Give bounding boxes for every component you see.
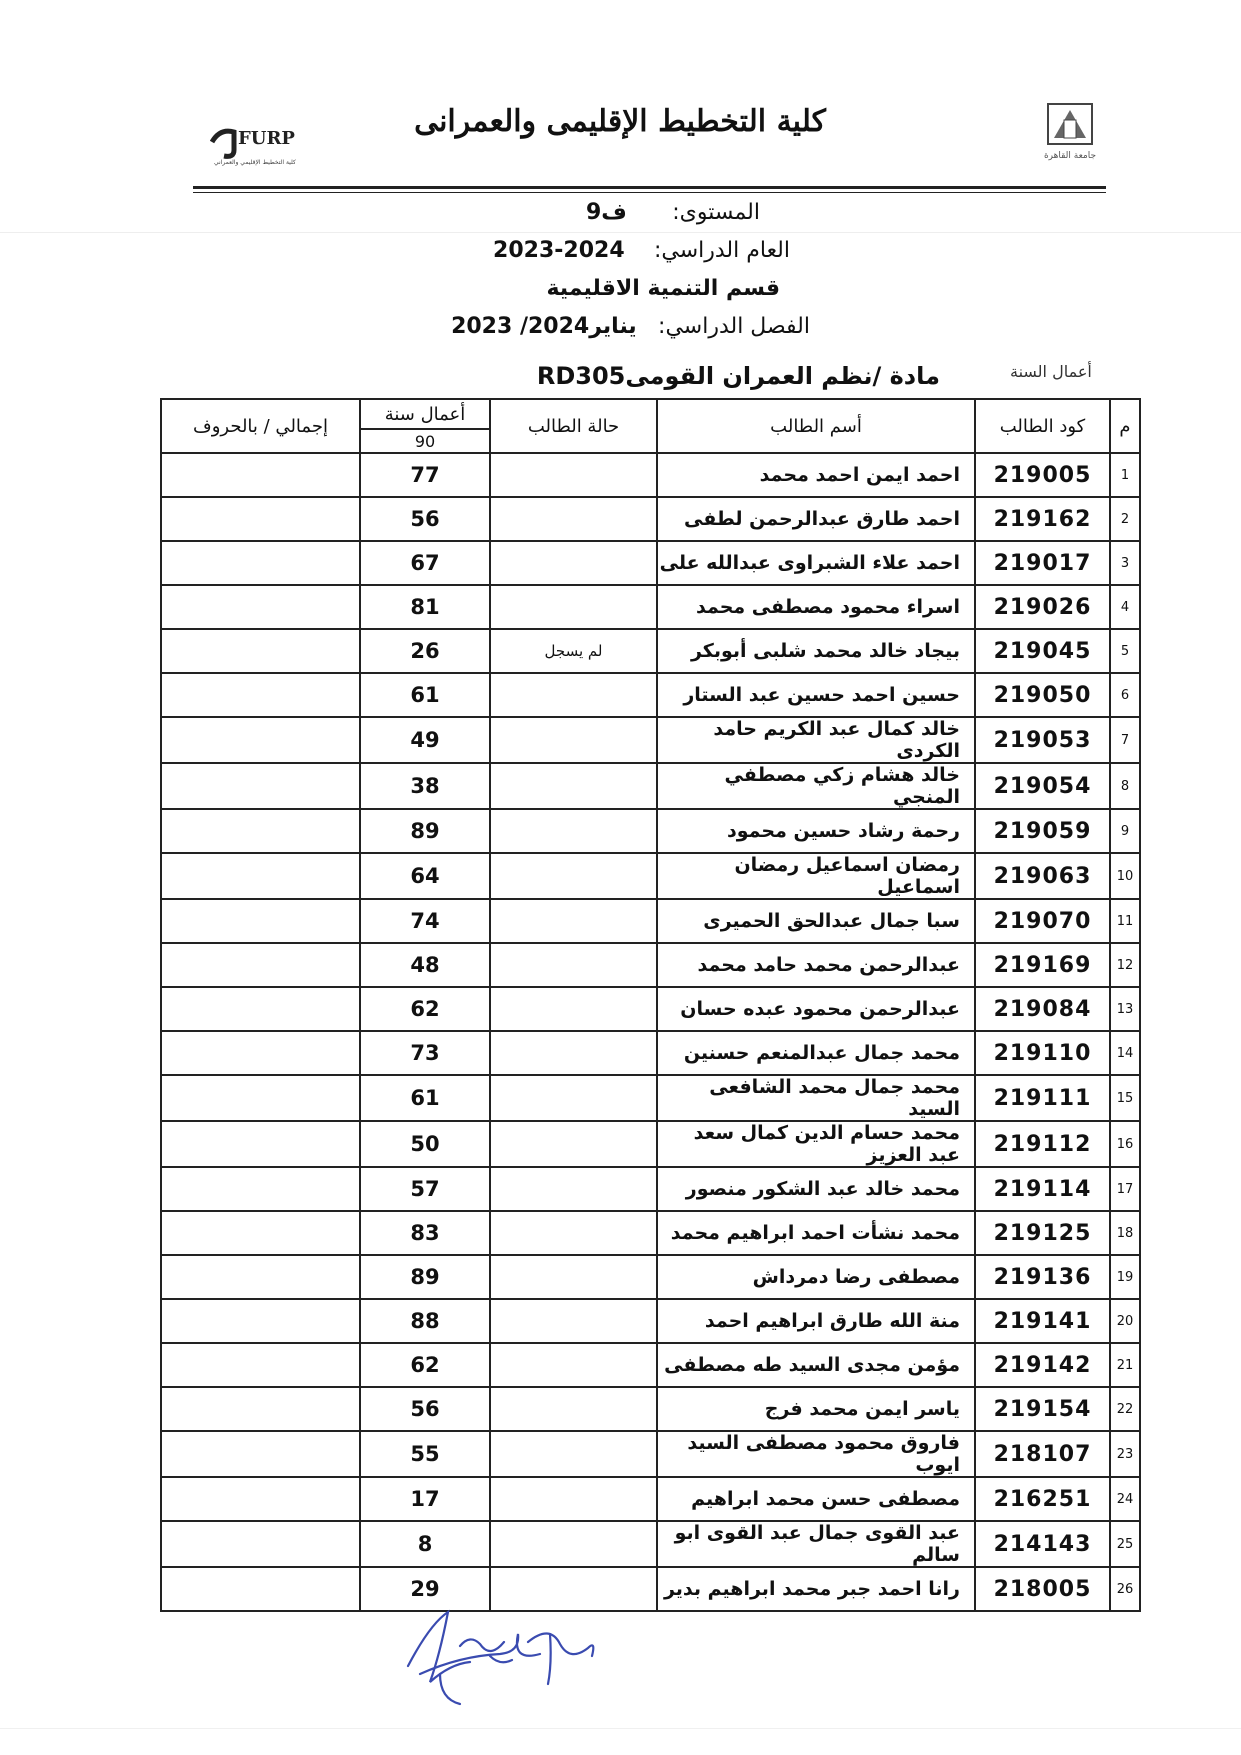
student-code: 219142 bbox=[975, 1343, 1110, 1387]
row-index: 3 bbox=[1110, 541, 1140, 585]
total-in-words bbox=[161, 453, 360, 497]
table-row bbox=[161, 809, 1140, 853]
total-in-words bbox=[161, 1031, 360, 1075]
table-row bbox=[161, 541, 1140, 585]
grades-table-body bbox=[161, 453, 1140, 1611]
year-work-score: 17 bbox=[360, 1477, 490, 1521]
student-name: مؤمن مجدى السيد طه مصطفى bbox=[657, 1343, 975, 1387]
student-code: 218005 bbox=[975, 1567, 1110, 1611]
student-code: 219110 bbox=[975, 1031, 1110, 1075]
student-code: 219084 bbox=[975, 987, 1110, 1031]
student-name: احمد ايمن احمد محمد bbox=[657, 453, 975, 497]
student-code: 219026 bbox=[975, 585, 1110, 629]
year-work-score: 55 bbox=[360, 1431, 490, 1477]
total-in-words bbox=[161, 1121, 360, 1167]
student-code: 219059 bbox=[975, 809, 1110, 853]
student-status bbox=[490, 1343, 657, 1387]
year-work-score: 89 bbox=[360, 1255, 490, 1299]
student-status bbox=[490, 899, 657, 943]
student-code: 219112 bbox=[975, 1121, 1110, 1167]
student-name: احمد طارق عبدالرحمن لطفى bbox=[657, 497, 975, 541]
student-status bbox=[490, 585, 657, 629]
student-name: بيجاد خالد محمد شلبى أبوبكر bbox=[657, 629, 975, 673]
student-name: محمد حسام الدين كمال سعد عبد العزيز bbox=[657, 1121, 975, 1167]
student-status bbox=[490, 1521, 657, 1567]
student-name: رمضان اسماعيل رمضان اسماعيل bbox=[657, 853, 975, 899]
total-in-words bbox=[161, 1521, 360, 1567]
total-in-words bbox=[161, 809, 360, 853]
student-name: محمد جمال عبدالمنعم حسنين bbox=[657, 1031, 975, 1075]
student-name: منة الله طارق ابراهيم احمد bbox=[657, 1299, 975, 1343]
student-status bbox=[490, 1477, 657, 1521]
table-row bbox=[161, 1121, 1140, 1167]
header-student-status: حالة الطالب bbox=[490, 399, 657, 453]
row-index: 25 bbox=[1110, 1521, 1140, 1567]
student-status bbox=[490, 1255, 657, 1299]
scan-line-bottom bbox=[0, 1728, 1241, 1729]
table-row bbox=[161, 453, 1140, 497]
student-status bbox=[490, 1121, 657, 1167]
student-code: 219162 bbox=[975, 497, 1110, 541]
table-row bbox=[161, 1477, 1140, 1521]
total-in-words bbox=[161, 1431, 360, 1477]
total-in-words bbox=[161, 1477, 360, 1521]
year-work-score: 61 bbox=[360, 673, 490, 717]
student-status bbox=[490, 717, 657, 763]
table-row bbox=[161, 1387, 1140, 1431]
total-in-words bbox=[161, 943, 360, 987]
student-code: 218107 bbox=[975, 1431, 1110, 1477]
student-code: 219070 bbox=[975, 899, 1110, 943]
table-row bbox=[161, 673, 1140, 717]
student-status bbox=[490, 673, 657, 717]
row-index: 17 bbox=[1110, 1167, 1140, 1211]
total-in-words bbox=[161, 541, 360, 585]
term-value: يناير2024/ 2023 bbox=[451, 314, 637, 339]
department-name: قسم التنمية الاقليمية bbox=[546, 276, 780, 301]
table-row bbox=[161, 1431, 1140, 1477]
total-in-words bbox=[161, 585, 360, 629]
svg-text:كلية التخطيط الإقليمي والعمران: كلية التخطيط الإقليمي والعمراني bbox=[214, 159, 296, 166]
student-name: خالد هشام زكي مصطفي المنجي bbox=[657, 763, 975, 809]
row-index: 21 bbox=[1110, 1343, 1140, 1387]
svg-text:FURP: FURP bbox=[238, 128, 295, 149]
table-row bbox=[161, 1299, 1140, 1343]
total-in-words bbox=[161, 1075, 360, 1121]
student-code: 219154 bbox=[975, 1387, 1110, 1431]
student-name: مصطفى حسن محمد ابراهيم bbox=[657, 1477, 975, 1521]
row-index: 8 bbox=[1110, 763, 1140, 809]
student-status bbox=[490, 1387, 657, 1431]
signature bbox=[400, 1604, 630, 1714]
total-in-words bbox=[161, 497, 360, 541]
total-in-words bbox=[161, 1299, 360, 1343]
table-row bbox=[161, 899, 1140, 943]
row-index: 13 bbox=[1110, 987, 1140, 1031]
table-row bbox=[161, 1031, 1140, 1075]
year-work-score: 62 bbox=[360, 987, 490, 1031]
student-code: 219050 bbox=[975, 673, 1110, 717]
term-row bbox=[451, 314, 810, 339]
header-year-work: أعمال سنة bbox=[360, 399, 490, 429]
student-name: حسين احمد حسين عبد الستار bbox=[657, 673, 975, 717]
total-in-words bbox=[161, 1387, 360, 1431]
year-work-score: 62 bbox=[360, 1343, 490, 1387]
row-index: 7 bbox=[1110, 717, 1140, 763]
student-code: 219111 bbox=[975, 1075, 1110, 1121]
student-code: 219053 bbox=[975, 717, 1110, 763]
table-header-row bbox=[161, 399, 1140, 429]
row-index: 1 bbox=[1110, 453, 1140, 497]
total-in-words bbox=[161, 853, 360, 899]
table-row bbox=[161, 943, 1140, 987]
row-index: 26 bbox=[1110, 1567, 1140, 1611]
svg-text:جامعة القاهرة: جامعة القاهرة bbox=[1043, 151, 1097, 161]
student-name: فاروق محمود مصطفى السيد ايوب bbox=[657, 1431, 975, 1477]
header-index: م bbox=[1110, 399, 1140, 453]
year-work-score: 83 bbox=[360, 1211, 490, 1255]
student-status bbox=[490, 853, 657, 899]
student-status bbox=[490, 541, 657, 585]
year-work-score: 38 bbox=[360, 763, 490, 809]
table-row bbox=[161, 1567, 1140, 1611]
year-work-score: 50 bbox=[360, 1121, 490, 1167]
table-row bbox=[161, 717, 1140, 763]
year-work-score: 67 bbox=[360, 541, 490, 585]
year-work-score: 56 bbox=[360, 497, 490, 541]
year-work-score: 57 bbox=[360, 1167, 490, 1211]
student-status bbox=[490, 1299, 657, 1343]
total-in-words bbox=[161, 629, 360, 673]
year-work-score: 88 bbox=[360, 1299, 490, 1343]
row-index: 22 bbox=[1110, 1387, 1140, 1431]
student-name: عبد القوى جمال عبد القوى ابو سالم bbox=[657, 1521, 975, 1567]
year-row bbox=[493, 238, 790, 263]
header-rule bbox=[193, 186, 1106, 189]
table-row bbox=[161, 497, 1140, 541]
table-row bbox=[161, 853, 1140, 899]
year-work-score: 26 bbox=[360, 629, 490, 673]
year-work-score: 49 bbox=[360, 717, 490, 763]
header-total-in-words: إجمالي / بالحروف bbox=[161, 399, 360, 453]
year-work-score: 73 bbox=[360, 1031, 490, 1075]
student-code: 219114 bbox=[975, 1167, 1110, 1211]
student-code: 216251 bbox=[975, 1477, 1110, 1521]
student-name: عبدالرحمن محمود عبده حسان bbox=[657, 987, 975, 1031]
student-status: لم يسجل bbox=[490, 629, 657, 673]
year-work-score: 29 bbox=[360, 1567, 490, 1611]
year-label: العام الدراسي: bbox=[653, 238, 790, 263]
student-status bbox=[490, 1075, 657, 1121]
total-in-words bbox=[161, 673, 360, 717]
student-code: 214143 bbox=[975, 1521, 1110, 1567]
row-index: 15 bbox=[1110, 1075, 1140, 1121]
row-index: 4 bbox=[1110, 585, 1140, 629]
student-name: مصطفى رضا دمرداش bbox=[657, 1255, 975, 1299]
year-work-score: 61 bbox=[360, 1075, 490, 1121]
table-row bbox=[161, 1521, 1140, 1567]
student-status bbox=[490, 987, 657, 1031]
year-work-score: 81 bbox=[360, 585, 490, 629]
row-index: 14 bbox=[1110, 1031, 1140, 1075]
student-name: رانا احمد جبر محمد ابراهيم بدير bbox=[657, 1567, 975, 1611]
student-code: 219169 bbox=[975, 943, 1110, 987]
total-in-words bbox=[161, 1255, 360, 1299]
total-in-words bbox=[161, 1567, 360, 1611]
year-work-score: 48 bbox=[360, 943, 490, 987]
row-index: 19 bbox=[1110, 1255, 1140, 1299]
student-code: 219125 bbox=[975, 1211, 1110, 1255]
student-status bbox=[490, 1211, 657, 1255]
total-in-words bbox=[161, 1167, 360, 1211]
student-code: 219136 bbox=[975, 1255, 1110, 1299]
total-in-words bbox=[161, 717, 360, 763]
student-status bbox=[490, 453, 657, 497]
student-code: 219005 bbox=[975, 453, 1110, 497]
furp-logo bbox=[210, 120, 310, 168]
student-name: عبدالرحمن محمد حامد محمد bbox=[657, 943, 975, 987]
level-value: ف9 bbox=[585, 200, 627, 225]
level-row bbox=[560, 200, 760, 225]
total-in-words bbox=[161, 1211, 360, 1255]
year-work-score: 64 bbox=[360, 853, 490, 899]
scan-line bbox=[0, 232, 1241, 233]
row-index: 9 bbox=[1110, 809, 1140, 853]
student-name: احمد علاء الشبراوى عبدالله على bbox=[657, 541, 975, 585]
university-logo bbox=[1040, 100, 1100, 162]
row-index: 20 bbox=[1110, 1299, 1140, 1343]
row-index: 5 bbox=[1110, 629, 1140, 673]
student-name: رحمة رشاد حسين محمود bbox=[657, 809, 975, 853]
header-student-code: كود الطالب bbox=[975, 399, 1110, 453]
student-name: سبا جمال عبدالحق الحميرى bbox=[657, 899, 975, 943]
year-work-score: 56 bbox=[360, 1387, 490, 1431]
student-code: 219141 bbox=[975, 1299, 1110, 1343]
student-code: 219045 bbox=[975, 629, 1110, 673]
table-row bbox=[161, 1211, 1140, 1255]
row-index: 12 bbox=[1110, 943, 1140, 987]
student-name: محمد نشأت احمد ابراهيم محمد bbox=[657, 1211, 975, 1255]
table-row bbox=[161, 629, 1140, 673]
student-status bbox=[490, 497, 657, 541]
total-in-words bbox=[161, 987, 360, 1031]
row-index: 23 bbox=[1110, 1431, 1140, 1477]
table-row bbox=[161, 1255, 1140, 1299]
total-in-words bbox=[161, 763, 360, 809]
grades-table bbox=[160, 398, 1141, 1612]
level-label: المستوى: bbox=[672, 200, 760, 225]
header-student-name: أسم الطالب bbox=[657, 399, 975, 453]
row-index: 18 bbox=[1110, 1211, 1140, 1255]
student-code: 219017 bbox=[975, 541, 1110, 585]
student-name: اسراء محمود مصطفى محمد bbox=[657, 585, 975, 629]
header-rule-thin bbox=[193, 192, 1106, 193]
year-work-score: 89 bbox=[360, 809, 490, 853]
header-max-score: 90 bbox=[360, 429, 490, 453]
course-title: مادة /نظم العمران القومىRD305 bbox=[536, 362, 940, 390]
row-index: 6 bbox=[1110, 673, 1140, 717]
row-index: 24 bbox=[1110, 1477, 1140, 1521]
total-in-words bbox=[161, 1343, 360, 1387]
table-row bbox=[161, 1343, 1140, 1387]
student-status bbox=[490, 943, 657, 987]
student-status bbox=[490, 1031, 657, 1075]
row-index: 16 bbox=[1110, 1121, 1140, 1167]
student-status bbox=[490, 763, 657, 809]
table-row bbox=[161, 763, 1140, 809]
faculty-title: كلية التخطيط الإقليمى والعمرانى bbox=[414, 104, 826, 139]
table-row bbox=[161, 987, 1140, 1031]
student-code: 219054 bbox=[975, 763, 1110, 809]
student-name: ياسر ايمن محمد فرج bbox=[657, 1387, 975, 1431]
student-status bbox=[490, 809, 657, 853]
year-work-score: 74 bbox=[360, 899, 490, 943]
year-value: 2024-2023 bbox=[493, 238, 625, 263]
student-name: محمد جمال محمد الشافعى السيد bbox=[657, 1075, 975, 1121]
student-status bbox=[490, 1167, 657, 1211]
student-name: محمد خالد عبد الشكور منصور bbox=[657, 1167, 975, 1211]
row-index: 11 bbox=[1110, 899, 1140, 943]
student-name: خالد كمال عبد الكريم حامد الكردى bbox=[657, 717, 975, 763]
year-work-score: 77 bbox=[360, 453, 490, 497]
table-row bbox=[161, 585, 1140, 629]
row-index: 2 bbox=[1110, 497, 1140, 541]
total-in-words bbox=[161, 899, 360, 943]
student-code: 219063 bbox=[975, 853, 1110, 899]
year-work-score: 8 bbox=[360, 1521, 490, 1567]
row-index: 10 bbox=[1110, 853, 1140, 899]
student-status bbox=[490, 1431, 657, 1477]
table-row bbox=[161, 1167, 1140, 1211]
work-type-note: أعمال السنة bbox=[1010, 362, 1092, 381]
table-row bbox=[161, 1075, 1140, 1121]
term-label: الفصل الدراسي: bbox=[658, 314, 810, 339]
